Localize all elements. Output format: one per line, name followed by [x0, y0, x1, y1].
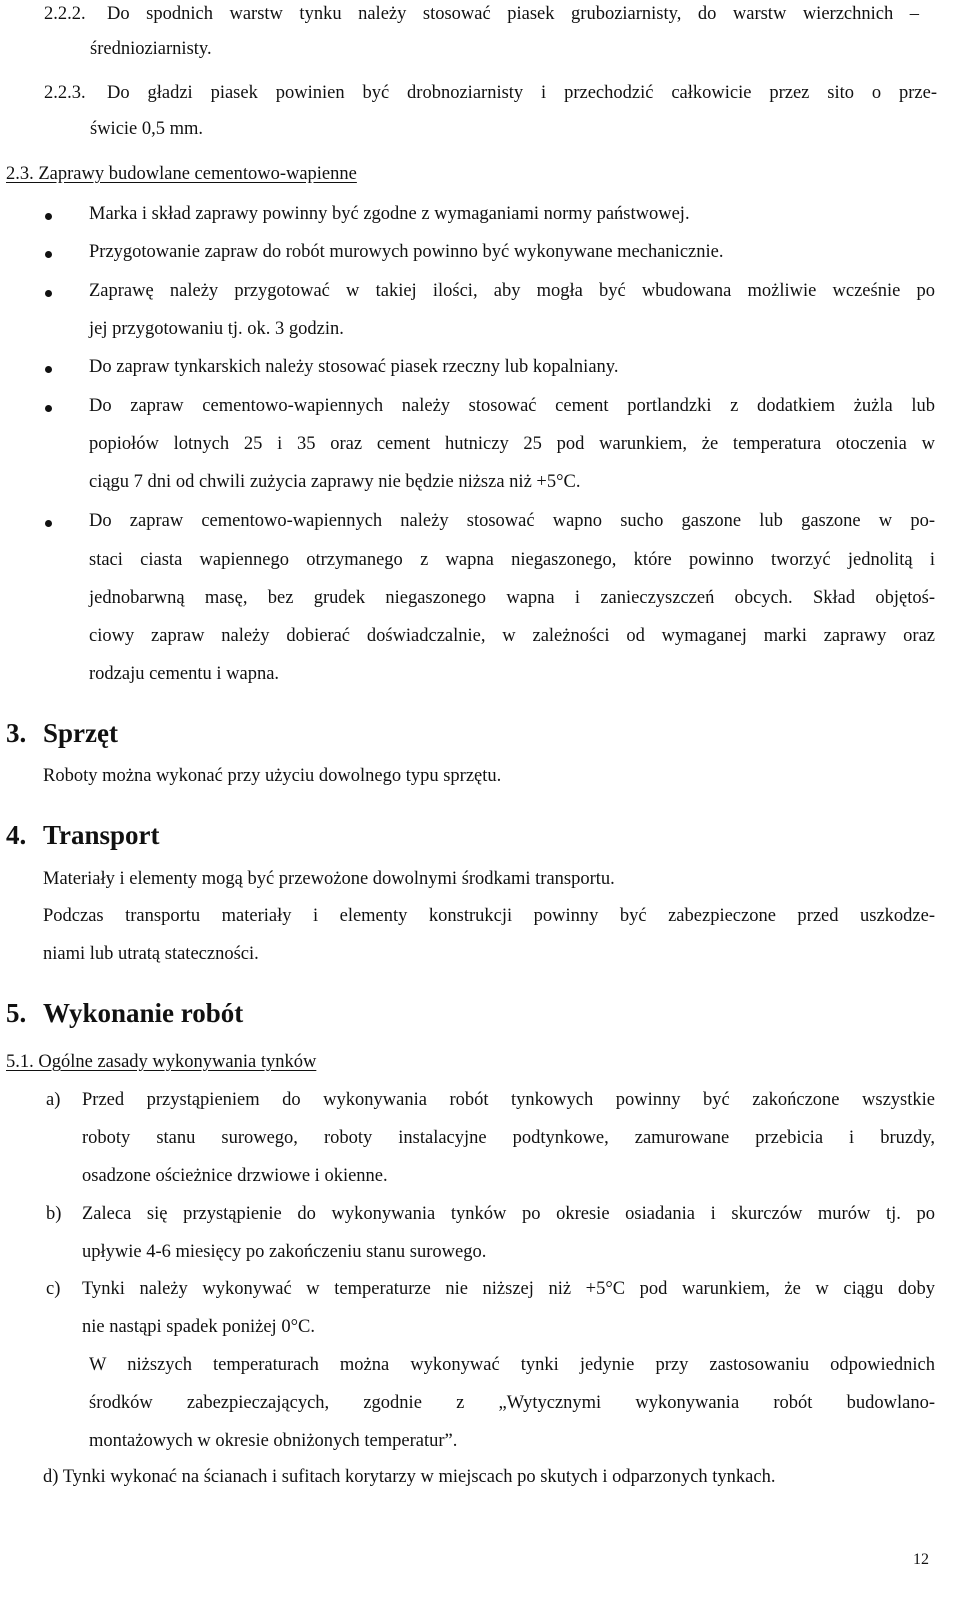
bullet-text-6-line-5: rodzaju cementu i wapna. [89, 664, 280, 684]
list-label-c: c) [46, 1279, 61, 1299]
bullet-marker [45, 251, 52, 258]
paragraph-2-2-3-line-1: Do gładzi piasek powinien być drobnoziarnisty i przechodzić całkowicie przez sito o prze- [107, 83, 937, 103]
section-title-5: Wykonanie robót [43, 998, 244, 1028]
list-item-b-line-2: upływie 4-6 miesięcy po zakończeniu stanu surowego. [82, 1242, 487, 1262]
bullet-marker [45, 290, 52, 297]
list-item-d: d) Tynki wykonać na ścianach i sufitach korytarzy w miejscach po skutych i odparzonych tynkach. [43, 1467, 776, 1487]
section-number-5: 5. [6, 998, 27, 1028]
bullet-text-6-line-4: ciowy zapraw należy dobierać doświadczalnie, w zależności od wymaganej marki zaprawy oraz [89, 626, 935, 646]
list-label-b: b) [46, 1204, 62, 1224]
bullet-marker [45, 213, 52, 220]
section-4-paragraph-1: Materiały i elementy mogą być przewożone dowolnymi środkami transportu. [43, 869, 615, 889]
section-number-3: 3. [6, 718, 27, 748]
list-item-c-extra-line-2: środków zabezpieczających, zgodnie z „Wytycznymi wykonywania robót budowlano- [89, 1393, 935, 1413]
bullet-marker [45, 520, 52, 527]
bullet-text-6-line-3: jednobarwną masę, bez grudek niegaszonego wapna i zanieczyszczeń obcych. Skład objętoś- [89, 588, 935, 608]
list-item-c-extra-line-1: W niższych temperaturach można wykonywać tynki jedynie przy zastosowaniu odpowiednich [89, 1355, 935, 1375]
bullet-text-3-line-1: Zaprawę należy przygotować w takiej ilości, aby mogła być wbudowana możliwie wcześnie po [89, 281, 935, 301]
bullet-text-2: Przygotowanie zapraw do robót murowych powinno być wykonywane mechanicznie. [89, 242, 724, 262]
list-item-a-line-3: osadzone ościeżnice drzwiowe i okienne. [82, 1166, 388, 1186]
section-heading-2-3: 2.3. Zaprawy budowlane cementowo-wapienne [6, 164, 357, 184]
bullet-text-3-line-2: jej przygotowaniu tj. ok. 3 godzin. [89, 319, 344, 339]
section-3-paragraph: Roboty można wykonać przy użyciu dowolnego typu sprzętu. [43, 766, 502, 786]
bullet-text-5-line-3: ciągu 7 dni od chwili zużycia zaprawy nie będzie niższa niż +5°C. [89, 472, 581, 492]
list-item-b-line-1: Zaleca się przystąpienie do wykonywania tynków po okresie osiadania i skurczów murów tj. po [82, 1204, 935, 1224]
section-number-4: 4. [6, 820, 27, 850]
list-item-a-line-2: roboty stanu surowego, roboty instalacyjne podtynkowe, zamurowane przebicia i bruzdy, [82, 1128, 935, 1148]
list-item-a-line-1: Przed przystąpieniem do wykonywania robót tynkowych powinny być zakończone wszystkie [82, 1090, 935, 1110]
page-number: 12 [913, 1551, 929, 1568]
paragraph-2-2-2-line-2: średnioziarnisty. [90, 39, 212, 59]
item-label-2-2-2: 2.2.2. [44, 4, 86, 24]
subsection-heading-5-1: 5.1. Ogólne zasady wykonywania tynków [6, 1052, 317, 1072]
bullet-marker [45, 405, 52, 412]
bullet-text-4: Do zapraw tynkarskich należy stosować piasek rzeczny lub kopalniany. [89, 357, 619, 377]
paragraph-2-2-2-line-1: Do spodnich warstw tynku należy stosować piasek gruboziarnisty, do warstw wierzchnich – [107, 4, 919, 24]
list-label-a: a) [46, 1090, 61, 1110]
bullet-text-6-line-2: staci ciasta wapiennego otrzymanego z wapna niegaszonego, które powinno tworzyć jednolitą i [89, 550, 935, 570]
item-label-2-2-3: 2.2.3. [44, 83, 86, 103]
paragraph-2-2-3-line-2: świcie 0,5 mm. [90, 119, 204, 139]
section-4-paragraph-2-line-1: Podczas transportu materiały i elementy konstrukcji powinny być zabezpieczone przed uszkodze- [43, 906, 935, 926]
bullet-text-5-line-1: Do zapraw cementowo-wapiennych należy stosować cement portlandzki z dodatkiem żużla lub [89, 396, 935, 416]
list-item-c-line-2: nie nastąpi spadek poniżej 0°C. [82, 1317, 315, 1337]
section-title-3: Sprzęt [43, 718, 118, 748]
section-4-paragraph-2-line-2: niami lub utratą stateczności. [43, 944, 259, 964]
bullet-marker [45, 366, 52, 373]
bullet-text-6-line-1: Do zapraw cementowo-wapiennych należy stosować wapno sucho gaszone lub gaszone w po- [89, 511, 935, 531]
bullet-text-5-line-2: popiołów lotnych 25 i 35 oraz cement hutniczy 25 pod warunkiem, że temperatura otoczenia w [89, 434, 935, 454]
list-item-c-line-1: Tynki należy wykonywać w temperaturze nie niższej niż +5°C pod warunkiem, że w ciągu doby [82, 1279, 935, 1299]
list-item-c-extra-line-3: montażowych w okresie obniżonych temperatur”. [89, 1431, 458, 1451]
bullet-text-1: Marka i skład zaprawy powinny być zgodne z wymaganiami normy państwowej. [89, 204, 690, 224]
section-title-4: Transport [43, 820, 160, 850]
